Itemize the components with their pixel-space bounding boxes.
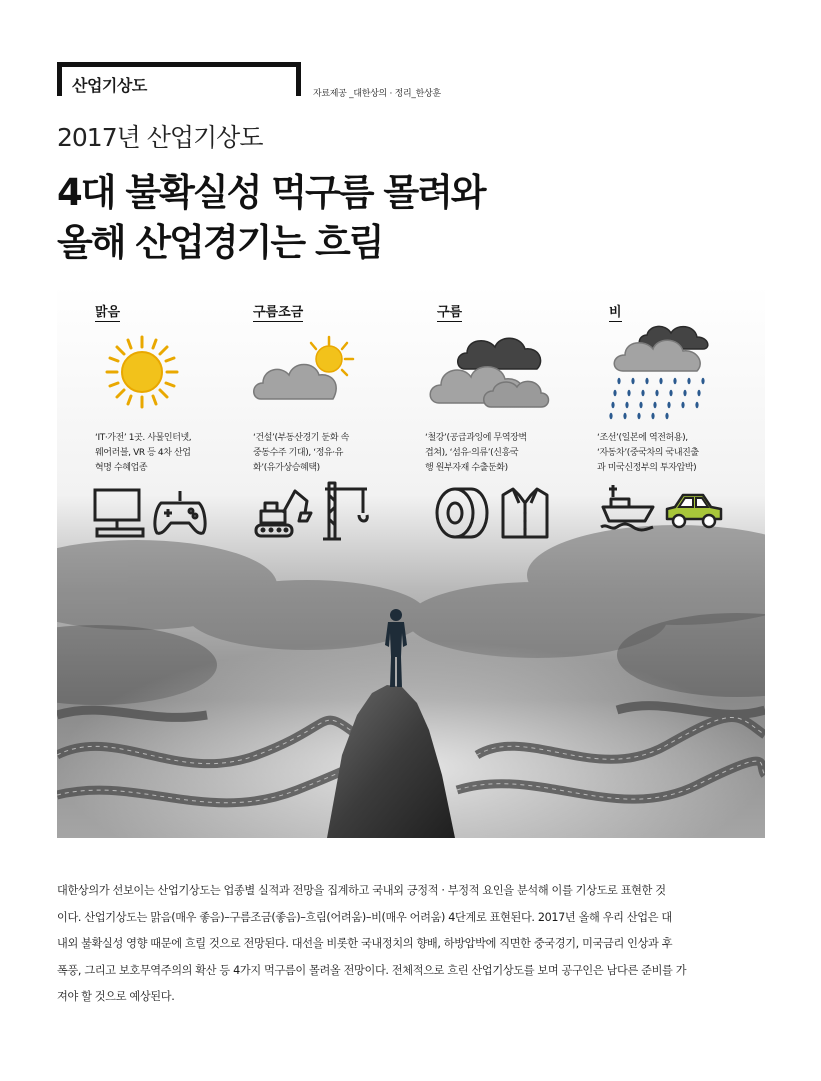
steel-coil-icon: [433, 485, 491, 541]
category-desc-rain: ‘조선’(일본에 역전허용), ‘자동차’(중국차의 국내진출 과 미국신정부의 투자압박): [597, 433, 699, 473]
rain-cloud-icon: [605, 321, 715, 421]
body-paragraph: [57, 878, 769, 1011]
body-line: 대한상의가 선보이는 산업기상도는 업종별 실적과 전망을 집계하고 국내외 긍정적 · 부정적 요인을 분석해 이를 기상도로 표현한 것: [57, 884, 666, 897]
category-title-clear: 맑음: [95, 301, 120, 322]
game-controller-icon: [151, 489, 209, 537]
tag-border-left: [57, 62, 62, 96]
section-tag: [57, 62, 301, 96]
sun-icon: [105, 335, 179, 409]
tag-border-right: [296, 62, 301, 96]
computer-icon: [91, 487, 147, 539]
category-desc-clear: ‘IT·가전’ 1곳. 사물인터넷, 웨어러블, VR 등 4차 산업 혁명 수혜업종: [95, 433, 192, 473]
sun-behind-cloud-icon: [249, 333, 361, 409]
category-desc-cloudy: ‘철강’(공급과잉에 무역장벽 겹쳐), ‘섬유·의류’(신흥국 행 원부자재 수출둔화): [425, 433, 527, 473]
category-title-cloudy: 구름: [437, 301, 462, 322]
car-icon: [663, 489, 725, 531]
headline-line-1: 4대 불확실성 먹구름 몰려와: [57, 171, 485, 214]
subtitle: 2017년 산업기상도: [57, 123, 263, 152]
shirt-icon: [497, 485, 553, 541]
category-title-rain: 비: [609, 301, 622, 322]
body-line: 폭풍, 그리고 보호무역주의의 확산 등 4가지 먹구름이 몰려올 전망이다. 전체적으로 흐린 산업기상도를 보며 공구인은 남다른 준비를 가: [57, 963, 687, 977]
section-label: 산업기상도: [72, 76, 147, 95]
ship-icon: [599, 483, 657, 533]
tag-border-top: [57, 62, 301, 67]
weather-illustration: [57, 285, 765, 838]
headline-line-2: 올해 산업경기는 흐림: [57, 221, 383, 264]
category-desc-partly-cloudy: ‘건설’(부동산경기 둔화 속 중동수주 기대), ‘정유·유 화’(유가상승혜택): [253, 433, 349, 473]
excavator-icon: [253, 483, 313, 539]
category-title-partly-cloudy: 구름조금: [253, 301, 303, 322]
clouds-icon: [425, 329, 551, 411]
body-line: 이다. 산업기상도는 맑음(매우 좋음)–구름조금(좋음)–흐림(어려움)–비(매우 어려움) 4단계로 표현된다. 2017년 올해 우리 산업은 대: [57, 910, 672, 924]
crane-icon: [319, 479, 371, 541]
body-line: 내외 불확실성 영향 때문에 흐릴 것으로 전망된다. 대선을 비롯한 국내정치의 향배, 하방압박에 직면한 중국경기, 미국금리 인상과 후: [57, 937, 673, 950]
credit-line: 자료제공 _대한상의 · 정리_한상훈: [313, 89, 441, 99]
body-line: 져야 할 것으로 예상된다.: [57, 990, 175, 1003]
